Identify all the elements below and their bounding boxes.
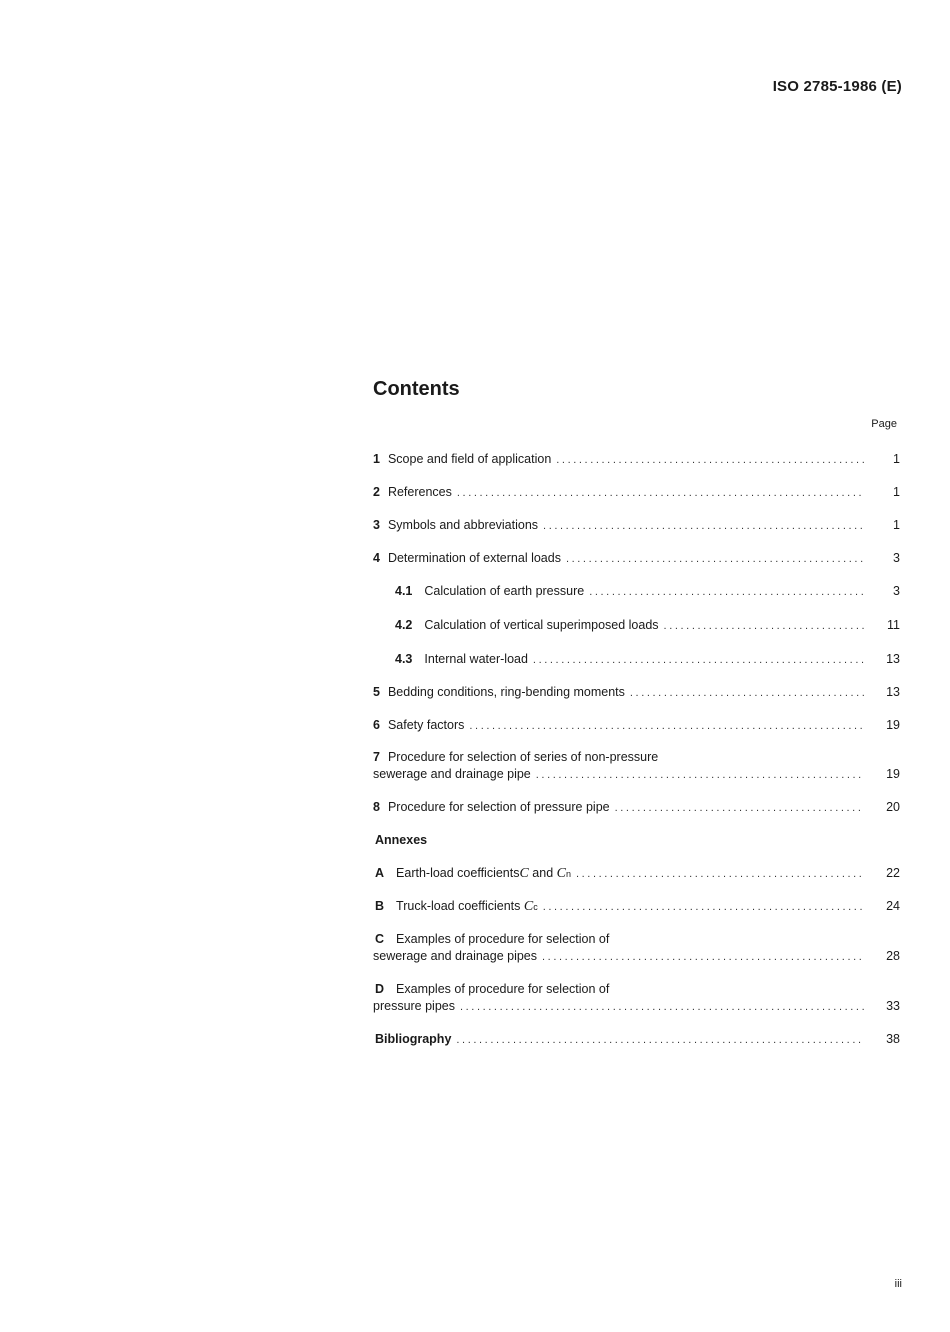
annex-title-line2: sewerage and drainage pipes: [373, 949, 538, 963]
toc-page: 28: [886, 949, 900, 963]
toc-entry-1[interactable]: [373, 451, 900, 469]
toc-entry-8[interactable]: [373, 799, 900, 817]
page-title: Contents: [373, 378, 460, 400]
annex-title-line1: Examples of procedure for selection of: [396, 982, 610, 996]
toc-page: 1: [893, 485, 900, 499]
annex-entry-a[interactable]: [373, 865, 900, 883]
toc-number: 4.3: [395, 652, 413, 666]
toc-title: Determination of external loads: [387, 551, 561, 565]
toc-page: 3: [893, 551, 900, 565]
toc-number: 4.1: [395, 584, 413, 598]
leader-dots: [542, 949, 864, 966]
toc-entry-4[interactable]: [373, 550, 900, 568]
toc-page: 38: [886, 1032, 900, 1046]
toc-title: Scope and field of application: [387, 452, 552, 466]
annex-letter: C: [375, 932, 385, 946]
annex-entry-b[interactable]: [373, 898, 900, 916]
toc-number: 5: [373, 685, 380, 699]
symbol-cn: C: [556, 866, 566, 881]
annex-letter: A: [375, 866, 385, 880]
toc-number: 1: [373, 452, 380, 466]
toc-title: Procedure for selection of pressure pipe: [387, 800, 610, 814]
toc-page: 13: [886, 685, 900, 699]
toc-title: Calculation of vertical superimposed loads: [424, 618, 659, 632]
toc-entry-6[interactable]: [373, 717, 900, 735]
page-column-label: Page: [871, 418, 897, 430]
leader-dots: [533, 652, 864, 669]
symbol-subscript: n: [565, 869, 571, 879]
toc-title-line1: Procedure for selection of series of non-pressure: [387, 750, 659, 764]
leader-dots: [556, 452, 864, 469]
annex-title-line1: Examples of procedure for selection of: [396, 932, 610, 946]
symbol-c: C: [519, 866, 529, 881]
toc-page: 1: [893, 518, 900, 532]
toc-title: Safety factors: [387, 718, 465, 732]
annexes-heading: Annexes: [375, 833, 428, 847]
toc-title: Symbols and abbreviations: [387, 518, 539, 532]
toc-title: Bedding conditions, ring-bending moments: [387, 685, 625, 699]
toc-number: 6: [373, 718, 380, 732]
toc-title: References: [387, 485, 452, 499]
leader-dots: [469, 718, 864, 735]
toc-page: 13: [886, 652, 900, 666]
toc-number: 2: [373, 485, 380, 499]
leader-dots: [543, 899, 864, 916]
annex-title-and: and: [528, 866, 557, 880]
toc-title: Calculation of earth pressure: [424, 584, 585, 598]
leader-dots: [460, 999, 864, 1016]
annex-letter: D: [375, 982, 385, 996]
bibliography-entry[interactable]: [373, 1031, 900, 1049]
toc-entry-4-2[interactable]: [373, 617, 900, 635]
toc-entry-4-1[interactable]: [373, 583, 900, 601]
toc-title-line2: sewerage and drainage pipe: [373, 767, 531, 781]
toc-page: 11: [887, 618, 900, 632]
toc-page: 20: [886, 800, 900, 814]
annex-letter: B: [375, 899, 385, 913]
toc-entry-7[interactable]: [373, 749, 900, 784]
toc-entry-3[interactable]: [373, 517, 900, 535]
bibliography-title: Bibliography: [375, 1032, 452, 1046]
annex-title: Earth-load coefficients: [396, 866, 520, 880]
leader-dots: [566, 551, 864, 568]
toc-page: 33: [886, 999, 900, 1013]
toc-number: 7: [373, 750, 380, 764]
toc-entry-5[interactable]: [373, 684, 900, 702]
toc-entry-4-3[interactable]: [373, 651, 900, 669]
toc-number: 8: [373, 800, 380, 814]
symbol-cc: C: [523, 899, 534, 914]
document-id: ISO 2785-1986 (E): [772, 78, 902, 95]
toc-page: 19: [886, 767, 900, 781]
toc-page: 22: [886, 866, 900, 880]
annex-entry-c[interactable]: [373, 931, 900, 966]
toc-page: 3: [893, 584, 900, 598]
leader-dots: [543, 518, 864, 535]
page-number: iii: [894, 1278, 902, 1290]
leader-dots: [664, 618, 864, 635]
leader-dots: [457, 485, 864, 502]
symbol-subscript: c: [533, 902, 538, 912]
leader-dots: [456, 1032, 864, 1049]
leader-dots: [615, 800, 864, 817]
annex-title-line2: pressure pipes: [373, 999, 455, 1013]
toc-page: 1: [893, 452, 900, 466]
toc-number: 4.2: [395, 618, 413, 632]
toc-number: 4: [373, 551, 380, 565]
toc-page: 24: [886, 899, 900, 913]
toc-number: 3: [373, 518, 380, 532]
leader-dots: [576, 866, 864, 883]
annex-title: Truck-load coefficients: [396, 899, 524, 913]
toc-entry-2[interactable]: [373, 484, 900, 502]
annex-entry-d[interactable]: [373, 981, 900, 1016]
toc-title: Internal water-load: [424, 652, 528, 666]
leader-dots: [630, 685, 864, 702]
toc-page: 19: [886, 718, 900, 732]
leader-dots: [589, 584, 864, 601]
leader-dots: [536, 767, 864, 784]
